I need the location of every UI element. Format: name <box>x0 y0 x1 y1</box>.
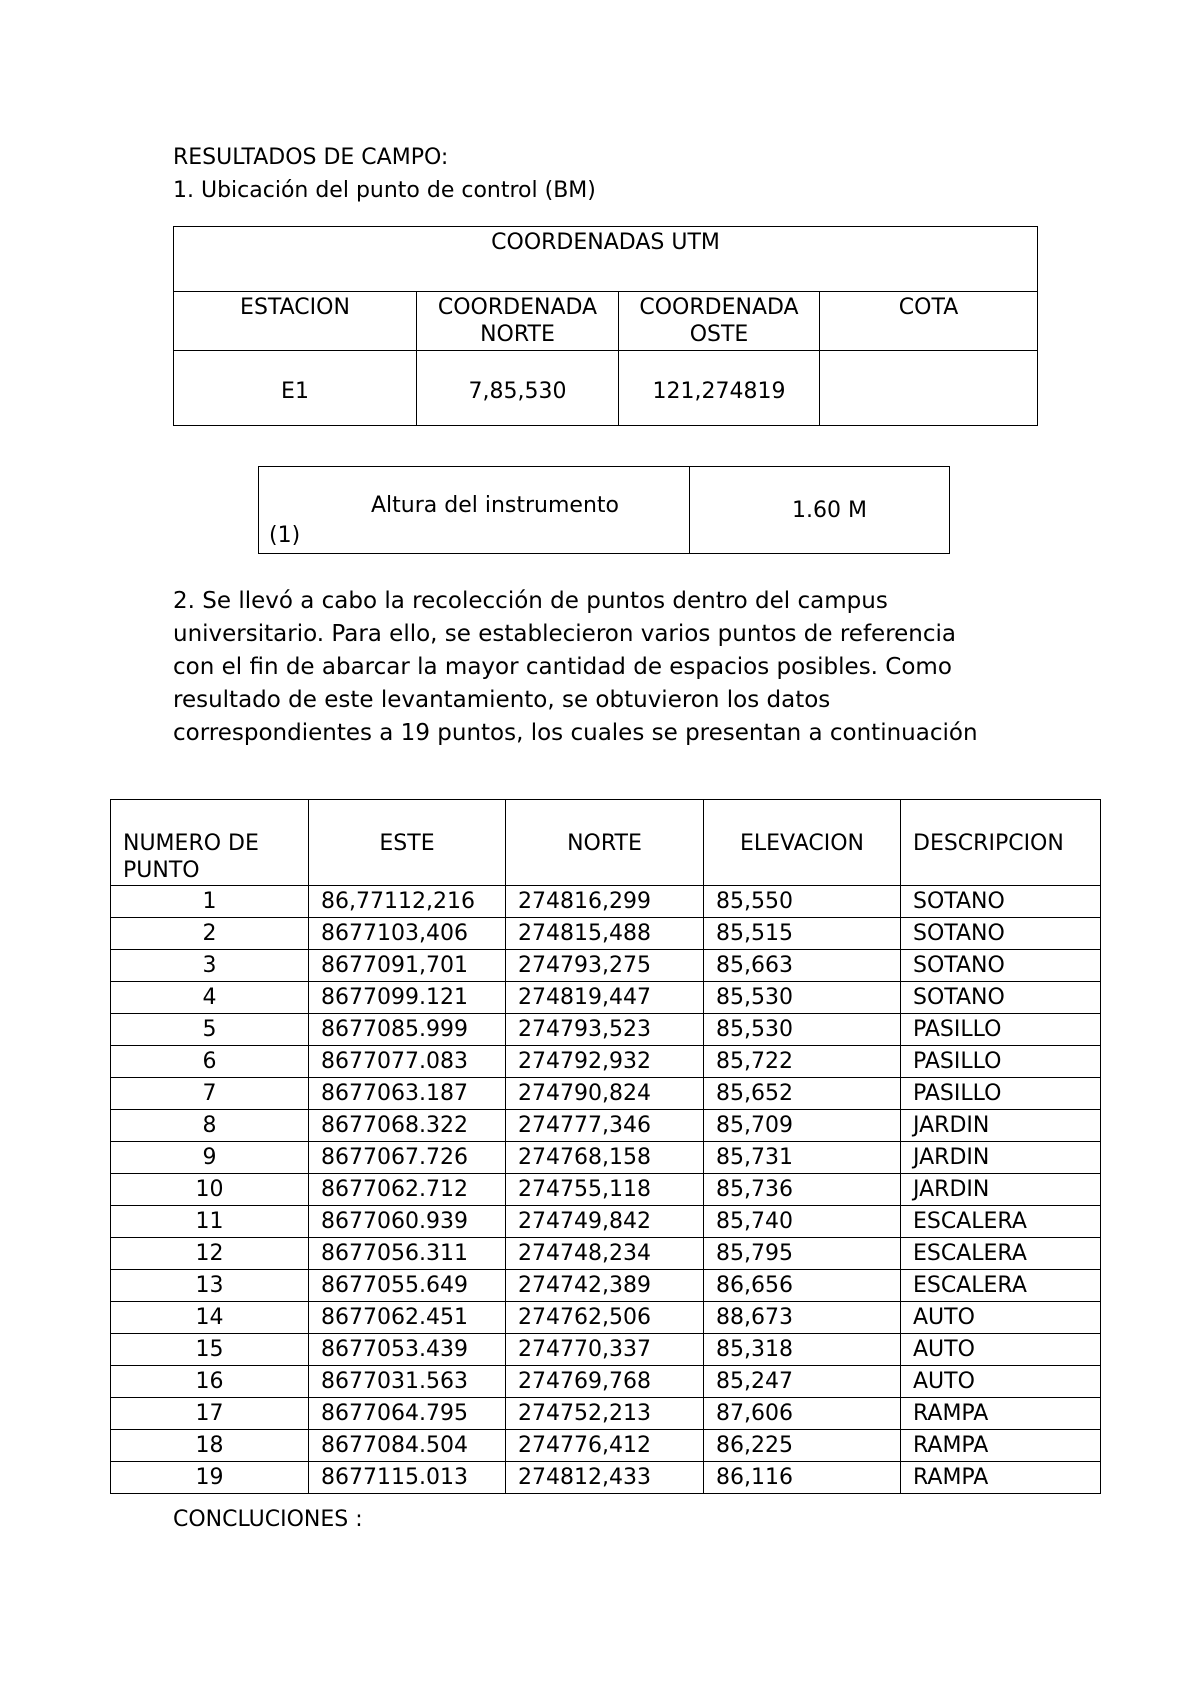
cell-norte: 274792,932 <box>506 1046 704 1078</box>
utm-header-estacion: ESTACION <box>174 292 417 351</box>
cell-numero: 10 <box>111 1174 309 1206</box>
cell-descripcion: PASILLO <box>901 1014 1101 1046</box>
cell-este: 8677064.795 <box>309 1398 506 1430</box>
cell-elevacion: 86,225 <box>704 1430 901 1462</box>
cell-numero: 9 <box>111 1142 309 1174</box>
cell-numero: 1 <box>111 886 309 918</box>
cell-elevacion: 87,606 <box>704 1398 901 1430</box>
cell-elevacion: 86,116 <box>704 1462 901 1494</box>
cell-este: 8677062.712 <box>309 1174 506 1206</box>
description-paragraph <box>173 585 1073 750</box>
utm-header-norte <box>417 292 619 351</box>
section1-title: 1. Ubicación del punto de control (BM) <box>173 178 596 203</box>
paragraph-line: 2. Se llevó a cabo la recolección de puntos dentro del campus <box>173 588 888 614</box>
cell-numero: 5 <box>111 1014 309 1046</box>
cell-elevacion: 85,550 <box>704 886 901 918</box>
table-row <box>111 1302 1101 1334</box>
cell-norte: 274770,337 <box>506 1334 704 1366</box>
cell-descripcion: AUTO <box>901 1302 1101 1334</box>
table-row <box>111 1078 1101 1110</box>
cell-numero: 7 <box>111 1078 309 1110</box>
cell-descripcion: PASILLO <box>901 1046 1101 1078</box>
cell-norte: 274749,842 <box>506 1206 704 1238</box>
cell-norte: 274815,488 <box>506 918 704 950</box>
cell-este: 86,77112,216 <box>309 886 506 918</box>
cell-elevacion: 85,318 <box>704 1334 901 1366</box>
cell-este: 8677091,701 <box>309 950 506 982</box>
cell-descripcion: SOTANO <box>901 950 1101 982</box>
instrument-label-cell <box>259 467 690 554</box>
cell-norte: 274769,768 <box>506 1366 704 1398</box>
table-row <box>111 982 1101 1014</box>
cell-norte: 274793,275 <box>506 950 704 982</box>
cell-numero: 17 <box>111 1398 309 1430</box>
cell-norte: 274752,213 <box>506 1398 704 1430</box>
cell-norte: 274776,412 <box>506 1430 704 1462</box>
cell-norte: 274742,389 <box>506 1270 704 1302</box>
heading: RESULTADOS DE CAMPO: <box>173 145 449 170</box>
table-row <box>111 886 1101 918</box>
cell-descripcion: ESCALERA <box>901 1206 1101 1238</box>
utm-header-norte-line1: COORDENADA <box>437 295 598 320</box>
instrument-height-table <box>258 466 950 554</box>
table-row <box>111 1174 1101 1206</box>
cell-numero: 13 <box>111 1270 309 1302</box>
cell-elevacion: 85,530 <box>704 982 901 1014</box>
utm-cell-cota <box>820 351 1038 426</box>
table-row <box>111 1046 1101 1078</box>
cell-norte: 274819,447 <box>506 982 704 1014</box>
cell-descripcion: SOTANO <box>901 886 1101 918</box>
utm-header-oeste <box>619 292 820 351</box>
table-row <box>111 1142 1101 1174</box>
table-row <box>111 1014 1101 1046</box>
cell-numero: 6 <box>111 1046 309 1078</box>
cell-este: 8677056.311 <box>309 1238 506 1270</box>
cell-descripcion: RAMPA <box>901 1398 1101 1430</box>
cell-este: 8677099.121 <box>309 982 506 1014</box>
cell-numero: 8 <box>111 1110 309 1142</box>
table-row <box>111 1462 1101 1494</box>
utm-header-oeste-line1: COORDENADA <box>639 295 799 320</box>
table-row <box>111 918 1101 950</box>
cell-elevacion: 85,740 <box>704 1206 901 1238</box>
cell-descripcion: ESCALERA <box>901 1238 1101 1270</box>
points-table <box>110 799 1101 1494</box>
cell-norte: 274768,158 <box>506 1142 704 1174</box>
cell-este: 8677063.187 <box>309 1078 506 1110</box>
cell-descripcion: PASILLO <box>901 1078 1101 1110</box>
cell-numero: 18 <box>111 1430 309 1462</box>
cell-elevacion: 85,247 <box>704 1366 901 1398</box>
cell-numero: 11 <box>111 1206 309 1238</box>
utm-cell-estacion: E1 <box>174 351 417 426</box>
table-row <box>111 1430 1101 1462</box>
cell-norte: 274777,346 <box>506 1110 704 1142</box>
utm-cell-norte: 7,85,530 <box>417 351 619 426</box>
cell-norte: 274793,523 <box>506 1014 704 1046</box>
cell-numero: 16 <box>111 1366 309 1398</box>
cell-numero: 12 <box>111 1238 309 1270</box>
cell-este: 8677031.563 <box>309 1366 506 1398</box>
cell-elevacion: 85,795 <box>704 1238 901 1270</box>
table-row <box>111 1238 1101 1270</box>
cell-elevacion: 85,736 <box>704 1174 901 1206</box>
header-norte: NORTE <box>506 800 704 886</box>
cell-este: 8677067.726 <box>309 1142 506 1174</box>
table-row <box>111 1398 1101 1430</box>
cell-norte: 274812,433 <box>506 1462 704 1494</box>
cell-descripcion: RAMPA <box>901 1430 1101 1462</box>
utm-header-oeste-line2: OSTE <box>689 322 749 347</box>
header-este: ESTE <box>309 800 506 886</box>
cell-numero: 15 <box>111 1334 309 1366</box>
utm-coordinates-table <box>173 226 1038 426</box>
points-header-row <box>111 800 1101 886</box>
conclusions-label: CONCLUCIONES : <box>173 1507 363 1532</box>
cell-norte: 274755,118 <box>506 1174 704 1206</box>
paragraph-line: con el fin de abarcar la mayor cantidad de espacios posibles. Como <box>173 654 952 680</box>
cell-este: 8677068.322 <box>309 1110 506 1142</box>
cell-descripcion: JARDIN <box>901 1142 1101 1174</box>
cell-numero: 14 <box>111 1302 309 1334</box>
instrument-number: (1) <box>269 523 301 548</box>
cell-norte: 274748,234 <box>506 1238 704 1270</box>
cell-descripcion: AUTO <box>901 1366 1101 1398</box>
header-descripcion: DESCRIPCION <box>901 800 1101 886</box>
cell-este: 8677055.649 <box>309 1270 506 1302</box>
table-row <box>111 1334 1101 1366</box>
cell-descripcion: AUTO <box>901 1334 1101 1366</box>
paragraph-line: resultado de este levantamiento, se obtuvieron los datos <box>173 687 831 713</box>
cell-elevacion: 85,709 <box>704 1110 901 1142</box>
cell-este: 8677115.013 <box>309 1462 506 1494</box>
header-numero-line2: PUNTO <box>123 858 200 883</box>
header-numero-line1: NUMERO DE <box>123 831 259 856</box>
cell-elevacion: 85,652 <box>704 1078 901 1110</box>
utm-header-norte-line2: NORTE <box>480 322 555 347</box>
instrument-value: 1.60 M <box>690 467 950 554</box>
cell-elevacion: 85,731 <box>704 1142 901 1174</box>
cell-descripcion: SOTANO <box>901 982 1101 1014</box>
header-elevacion: ELEVACION <box>704 800 901 886</box>
cell-descripcion: RAMPA <box>901 1462 1101 1494</box>
utm-table-title: COORDENADAS UTM <box>174 227 1038 292</box>
cell-este: 8677053.439 <box>309 1334 506 1366</box>
cell-numero: 3 <box>111 950 309 982</box>
table-row <box>111 1366 1101 1398</box>
cell-elevacion: 88,673 <box>704 1302 901 1334</box>
cell-este: 8677085.999 <box>309 1014 506 1046</box>
cell-norte: 274790,824 <box>506 1078 704 1110</box>
cell-norte: 274762,506 <box>506 1302 704 1334</box>
paragraph-line: universitario. Para ello, se establecieron varios puntos de referencia <box>173 621 956 647</box>
cell-descripcion: ESCALERA <box>901 1270 1101 1302</box>
cell-norte: 274816,299 <box>506 886 704 918</box>
table-row <box>111 1110 1101 1142</box>
cell-este: 8677084.504 <box>309 1430 506 1462</box>
cell-elevacion: 86,656 <box>704 1270 901 1302</box>
cell-descripcion: JARDIN <box>901 1110 1101 1142</box>
cell-descripcion: JARDIN <box>901 1174 1101 1206</box>
cell-este: 8677062.451 <box>309 1302 506 1334</box>
cell-numero: 4 <box>111 982 309 1014</box>
paragraph-line: correspondientes a 19 puntos, los cuales se presentan a continuación <box>173 720 978 746</box>
cell-este: 8677077.083 <box>309 1046 506 1078</box>
cell-elevacion: 85,515 <box>704 918 901 950</box>
cell-elevacion: 85,722 <box>704 1046 901 1078</box>
cell-este: 8677060.939 <box>309 1206 506 1238</box>
cell-este: 8677103,406 <box>309 918 506 950</box>
cell-descripcion: SOTANO <box>901 918 1101 950</box>
table-row <box>111 950 1101 982</box>
table-row <box>111 1206 1101 1238</box>
utm-header-cota: COTA <box>820 292 1038 351</box>
cell-numero: 19 <box>111 1462 309 1494</box>
utm-cell-oeste: 121,274819 <box>619 351 820 426</box>
table-row <box>111 1270 1101 1302</box>
cell-numero: 2 <box>111 918 309 950</box>
cell-elevacion: 85,530 <box>704 1014 901 1046</box>
cell-elevacion: 85,663 <box>704 950 901 982</box>
instrument-label: Altura del instrumento <box>371 493 619 518</box>
header-numero <box>111 800 309 886</box>
